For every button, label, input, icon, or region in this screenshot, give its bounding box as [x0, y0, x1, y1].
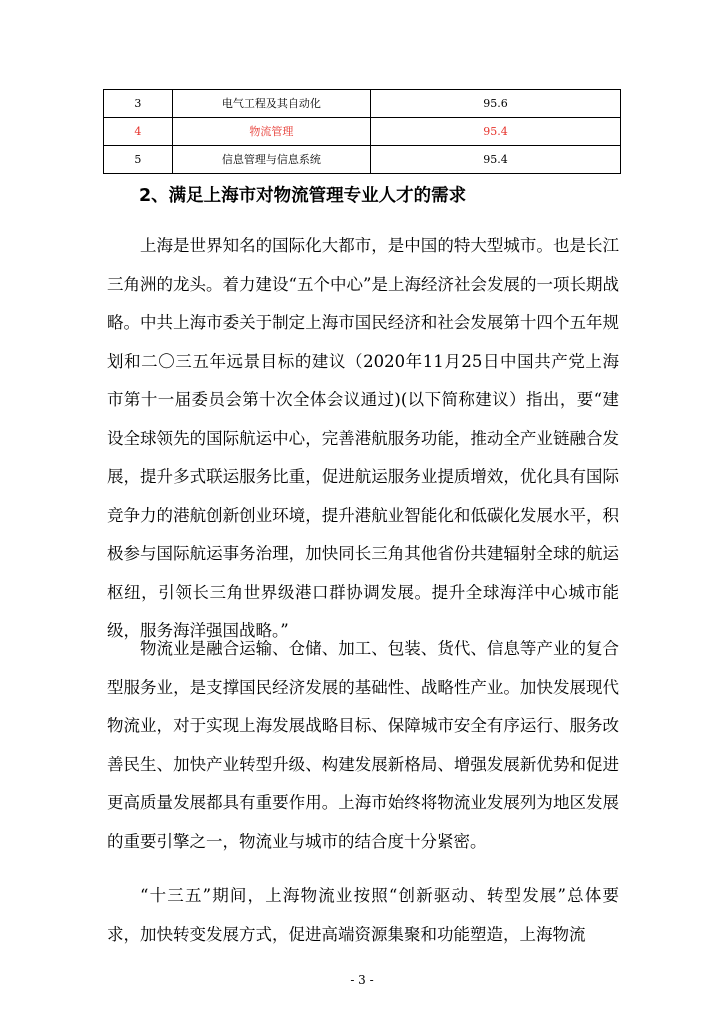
major-name: 信息管理与信息系统 [172, 146, 370, 174]
page-number: - 3 - [350, 973, 374, 987]
score-value: 95.4 [370, 146, 620, 174]
row-number: 4 [104, 118, 173, 146]
score-value: 95.6 [370, 90, 620, 118]
section-heading: 2、满足上海市对物流管理专业人才的需求 [139, 186, 467, 206]
body-paragraph: 物流业是融合运输、仓储、加工、包装、货代、信息等产业的复合型服务业，是支撑国民经济发展的基础性、战略性产业。加快发展现代物流业，对于实现上海发展战略目标、保障城市安全有序运行、服务改善民生、加快产业转型升级、构建发展新格局、增强发展新优势和促进更高质量发展都具有重要作用。上海市始终将物流业发展列为地区发展的重要引擎之一，物流业与城市的结合度十分紧密。 [107, 639, 619, 851]
table-row [104, 90, 621, 118]
score-table [103, 89, 621, 174]
body-paragraph: “十三五”期间，上海物流业按照“创新驱动、转型发展”总体要求，加快转变发展方式，促进高端资源集聚和功能塑造，上海物流 [107, 886, 619, 944]
row-number: 3 [104, 90, 173, 118]
score-value: 95.4 [370, 118, 620, 146]
row-number: 5 [104, 146, 173, 174]
table-row-highlighted [104, 118, 621, 146]
body-paragraph: 上海是世界知名的国际化大都市，是中国的特大型城市。也是长江三角洲的龙头。着力建设“五个中心”是上海经济社会发展的一项长期战略。中共上海市委关于制定上海市国民经济和社会发展第十四个五年规划和二〇三五年远景目标的建议（2020年11月25日中国共产党上海市第十一届委员会第十次全体会议通过)(以下简称建议）指出，要“建设全球领先的国际航运中心，完善港航服务功能，推动全产业链融合发展，提升多式联运服务比重，促进航运服务业提质增效，优化具有国际竞争力的港航创新创业环境，提升港航业智能化和低碳化发展水平，积极参与国际航运事务治理，加快同长三角其他省份共建辐射全球的航运枢纽，引领长三角世界级港口群协调发展。提升全球海洋中心城市能级，服务海洋强国战略。” [107, 236, 619, 640]
table-row [104, 146, 621, 174]
major-name: 物流管理 [172, 118, 370, 146]
major-name: 电气工程及其自动化 [172, 90, 370, 118]
